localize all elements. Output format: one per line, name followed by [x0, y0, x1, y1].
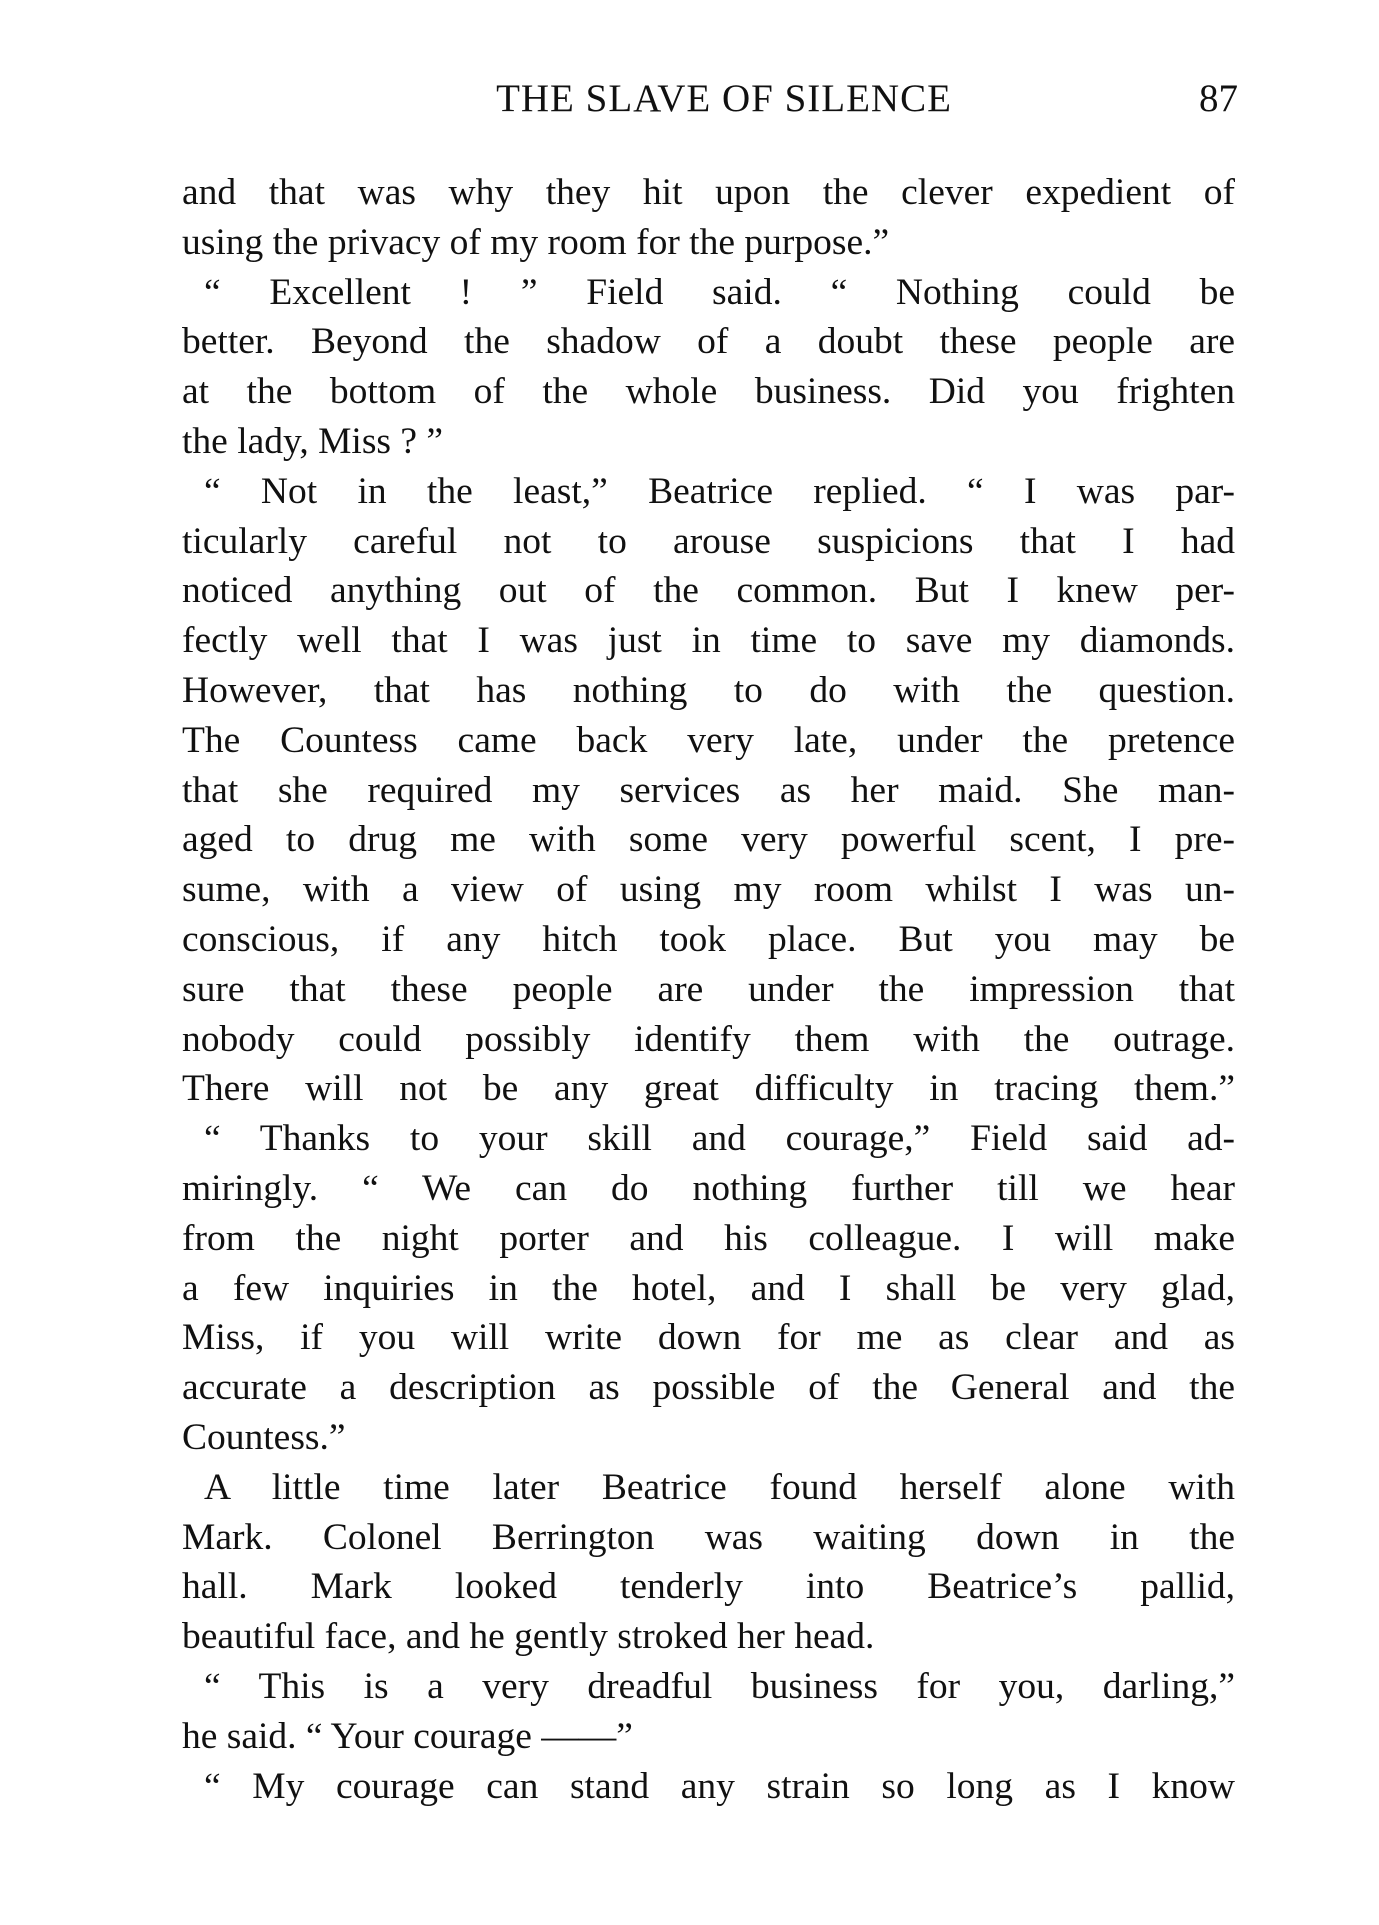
text-line: better. Beyond the shadow of a doubt these people are [182, 321, 1235, 363]
text-line: The Countess came back very late, under the pretence [182, 719, 1235, 761]
text-line: A little time later Beatrice found herself alone with [204, 1466, 1235, 1508]
page-number: 87 [1199, 77, 1238, 120]
text-line: “ This is a very dreadful business for you, darling,” [204, 1665, 1235, 1707]
text-line: sure that these people are under the impression that [182, 968, 1235, 1010]
text-line: “ Excellent ! ” Field said. “ Nothing could be [204, 271, 1235, 313]
text-line: at the bottom of the whole business. Did you frighten [182, 371, 1235, 413]
text-line: Countess.” [182, 1416, 346, 1458]
text-line: Miss, if you will write down for me as clear and as [182, 1317, 1235, 1359]
running-title: THE SLAVE OF SILENCE [496, 77, 952, 120]
text-line: accurate a description as possible of the General and the [182, 1367, 1235, 1409]
text-line: miringly. “ We can do nothing further till we hear [182, 1167, 1235, 1209]
text-line: “ Not in the least,” Beatrice replied. “ I was par- [204, 470, 1235, 512]
body-text [182, 168, 1235, 1811]
text-line: noticed anything out of the common. But I knew per- [182, 570, 1235, 612]
text-line: a few inquiries in the hotel, and I shall be very glad, [182, 1267, 1235, 1309]
text-line: conscious, if any hitch took place. But you may be [182, 918, 1235, 960]
text-line: and that was why they hit upon the clever expedient of [182, 172, 1235, 213]
text-line: sume, with a view of using my room whilst I was un- [182, 869, 1235, 911]
text-line: “ Thanks to your skill and courage,” Field said ad- [204, 1118, 1235, 1160]
text-line: the lady, Miss ? ” [182, 420, 444, 462]
text-line: However, that has nothing to do with the question. [182, 669, 1235, 711]
text-line: beautiful face, and he gently stroked her head. [182, 1616, 875, 1658]
text-line: Mark. Colonel Berrington was waiting down in the [182, 1516, 1235, 1558]
text-line: ticularly careful not to arouse suspicions that I had [182, 520, 1235, 562]
text-line: nobody could possibly identify them with the outrage. [182, 1018, 1235, 1060]
text-line: using the privacy of my room for the purpose.” [182, 221, 890, 263]
text-line: There will not be any great difficulty in tracing them.” [182, 1068, 1235, 1110]
text-line: hall. Mark looked tenderly into Beatrice’s pallid, [182, 1566, 1235, 1608]
text-line: he said. “ Your courage ——” [182, 1715, 633, 1757]
running-header [0, 76, 1379, 126]
text-line: from the night porter and his colleague. I will make [182, 1217, 1235, 1259]
text-line: that she required my services as her maid. She man- [182, 769, 1235, 811]
text-line: fectly well that I was just in time to save my diamonds. [182, 620, 1235, 662]
text-line: aged to drug me with some very powerful scent, I pre- [182, 819, 1235, 861]
text-line: “ My courage can stand any strain so long as I know [204, 1765, 1235, 1807]
